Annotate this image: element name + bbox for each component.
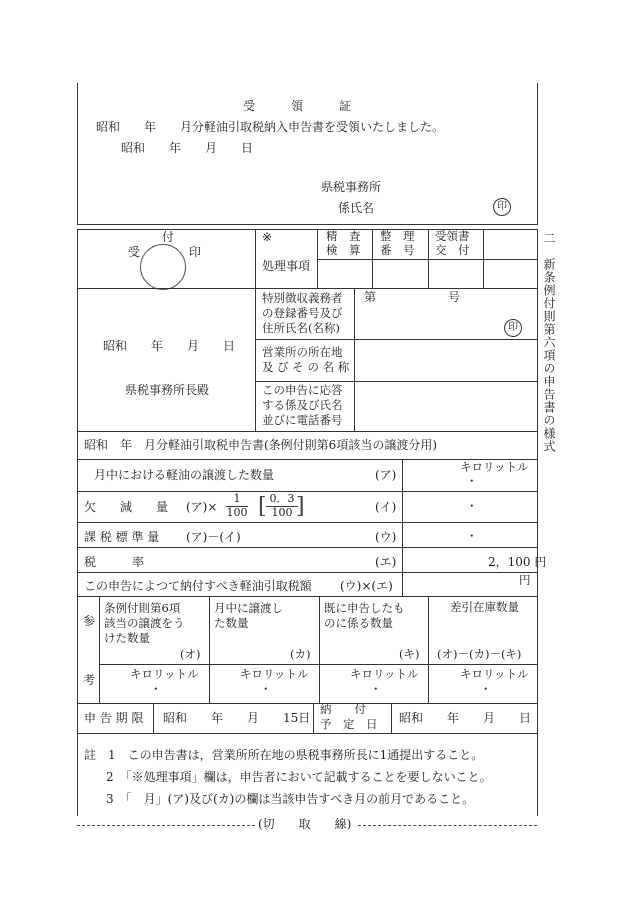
info-row1-value: 第 号 [364, 290, 461, 304]
note-2: 2 「※処理事項」欄は，申告者において記載することを要しないこと。 [106, 770, 492, 784]
ref-col3: 既に申告したも のに係る数量 [324, 601, 405, 630]
ref-side-1: 参 [83, 614, 96, 628]
border [77, 491, 537, 492]
border [77, 572, 537, 573]
border [255, 339, 537, 340]
pay-label-2: 予 定 日 [320, 717, 378, 731]
border [537, 83, 538, 225]
row-total-label: この申告によつて納付すべき軽油引取税額 [84, 579, 312, 593]
ref-side-2: 考 [83, 673, 96, 687]
border [537, 733, 538, 816]
decimal-dot: ・ [480, 682, 492, 696]
unit-kl: キロリットル [460, 667, 529, 681]
border [153, 703, 154, 733]
border [77, 288, 537, 289]
col-kofu: 交 付 [435, 243, 470, 257]
ref-col1: 条例付則第6項 該当の譲渡をう けた数量 [104, 601, 185, 645]
border [77, 703, 537, 704]
border [354, 288, 355, 432]
note-3: 3 「 月」(ア)及び(カ)の欄は当該申告すべき月の前月であること。 [106, 792, 475, 806]
col-bango: 番 号 [380, 243, 415, 257]
processing-mark: ※ [262, 230, 273, 244]
row-u-formula: (ア)－(イ) [186, 530, 241, 544]
border [255, 229, 256, 432]
row-u-label: 課 税 標 準 量 [84, 530, 160, 544]
border [77, 547, 537, 548]
border [313, 703, 314, 733]
decimal-dot: ・ [260, 682, 272, 696]
receipt-date: 昭和 年 月 日 [121, 141, 254, 155]
border [77, 431, 537, 432]
pay-date: 昭和 年 月 日 [399, 711, 532, 725]
receipt-staff: 係氏名 [338, 201, 375, 215]
unit-yen: 円 [519, 573, 531, 587]
bracket-right: ] [296, 494, 305, 519]
row-i-formula: (ア)× [186, 500, 218, 514]
unit-kl: キロリットル [350, 667, 419, 681]
receipt-title: 受 領 証 [243, 99, 352, 113]
row-total-formula: (ウ)×(エ) [340, 579, 393, 593]
row-e-label: 税 率 [84, 555, 145, 569]
row-i-mark: (イ) [375, 500, 397, 514]
deadline-date: 昭和 年 月 15日 [163, 711, 311, 725]
cut-line-right [358, 825, 537, 826]
unit-kl: キロリットル [240, 667, 309, 681]
deadline-label: 申 告 期 限 [84, 711, 144, 725]
stamp-ju: 受 [128, 245, 141, 259]
left-date: 昭和 年 月 日 [103, 339, 236, 353]
unit-kl: キロリットル [460, 460, 529, 474]
addressee: 県税事務所長殿 [125, 383, 210, 397]
cut-line-left [77, 825, 255, 826]
stamp-circle [140, 244, 186, 290]
row-e-mark: (エ) [375, 555, 397, 569]
border [77, 224, 537, 225]
receipt-office: 県税事務所 [321, 180, 382, 194]
border [428, 596, 429, 703]
info-row3-label: この申告に応答 する係及び氏名 並びに電話番号 [262, 383, 343, 427]
border [77, 733, 78, 816]
decimal-dot: ・ [466, 474, 478, 488]
stamp-fu: 付 [162, 230, 175, 244]
seal-icon: 印 [504, 319, 522, 337]
border [317, 259, 537, 260]
border [537, 229, 538, 733]
fraction-2: $\frac{0.3}{100}$ [266, 493, 298, 519]
info-row1-label: 特別徴収義務者 の登録番号及び 住所氏名(名称) [262, 291, 343, 335]
border [319, 596, 320, 703]
decimal-dot: ・ [370, 682, 382, 696]
note-1: 註 1 この申告書は，営業所所在地の県税事務所長に1通提出すること。 [84, 748, 484, 762]
row-u-mark: (ウ) [375, 530, 397, 544]
border [402, 459, 403, 597]
border [255, 381, 537, 382]
border [77, 522, 537, 523]
unit-kl: キロリットル [130, 667, 199, 681]
col-seisa: 精 査 [326, 229, 361, 243]
bracket-left: [ [258, 494, 267, 519]
pay-label-1: 納 付 [320, 702, 366, 716]
col-jyuryosho: 受領書 [435, 229, 470, 243]
ref-col3-mark: (キ) [399, 647, 420, 661]
border [77, 229, 78, 733]
ref-col1-mark: (オ) [180, 647, 201, 661]
ref-col4-mark: (オ)－(カ)－(キ) [437, 647, 522, 661]
form-title: 昭和 年 月分軽油引取税申告書(条例付則第6項該当の譲渡分用) [84, 438, 438, 452]
border [99, 664, 537, 665]
border [77, 733, 537, 734]
cut-line-label: (切 取 線) [258, 817, 352, 831]
row-i-label: 欠 減 量 [84, 500, 169, 514]
row-a-mark: (ア) [375, 468, 397, 482]
seal-icon: 印 [493, 198, 511, 216]
decimal-dot: ・ [466, 529, 478, 543]
info-row2-label: 営業所の所在地 及 び そ の 名 称 [262, 345, 350, 374]
stamp-in: 印 [189, 245, 202, 259]
decimal-dot: ・ [466, 499, 478, 513]
tax-rate-value: 2，100 円 [488, 555, 547, 569]
row-a-label: 月中における軽油の譲渡した数量 [94, 468, 275, 482]
ref-col2-mark: (カ) [290, 647, 311, 661]
processing-label: 処理事項 [262, 259, 311, 273]
receipt-line: 昭和 年 月分軽油引取税納入申告書を受領いたしました。 [96, 120, 445, 134]
col-seiri: 整 理 [380, 229, 415, 243]
ref-col4: 差引在庫数量 [450, 600, 519, 614]
border [209, 596, 210, 703]
side-caption: 二 新条例付則第六項の申告書の様式 [542, 232, 556, 453]
border [77, 596, 537, 597]
fraction-1: $\frac{1}{100}$ [226, 492, 248, 519]
border [391, 703, 392, 733]
border [77, 83, 78, 225]
decimal-dot: ・ [150, 682, 162, 696]
border [99, 596, 100, 703]
col-kenzan: 検 算 [326, 243, 361, 257]
ref-col2: 月中に譲渡し た数量 [214, 601, 283, 630]
